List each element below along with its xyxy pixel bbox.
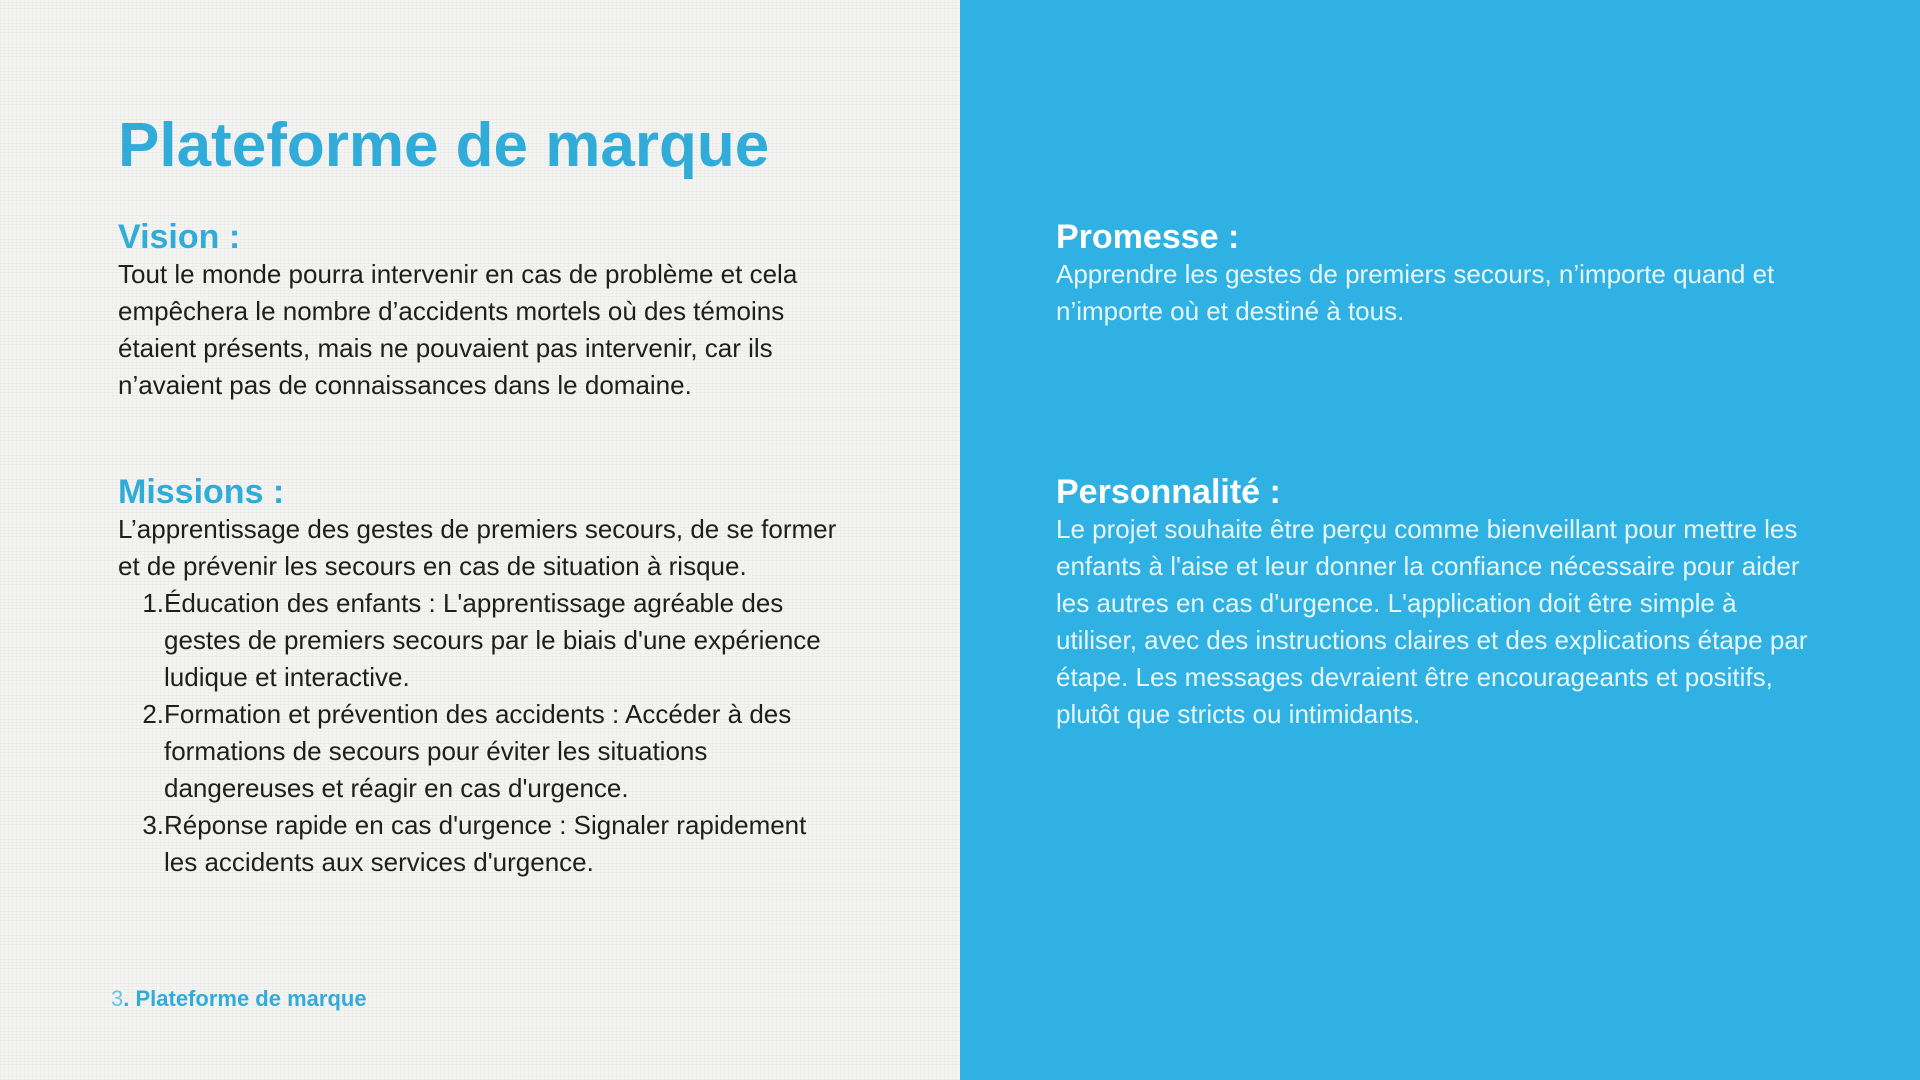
list-item [118, 585, 838, 696]
promesse-body: Apprendre les gestes de premiers secours, n’importe quand et n’importe où et destiné à tous. [1056, 259, 1775, 326]
list-item-number: 3. [142, 810, 164, 840]
footer-label: . Plateforme de marque [123, 986, 367, 1011]
list-item [118, 807, 838, 881]
list-item-text: Formation et prévention des accidents : Accéder à des formations de secours pour éviter les situations dangereuses et réagir en cas d'urgence. [164, 699, 792, 803]
page-title: Plateforme de marque [118, 111, 770, 180]
list-item [118, 696, 838, 807]
list-item-text: Réponse rapide en cas d'urgence : Signaler rapidement les accidents aux services d'urgence. [164, 810, 807, 877]
missions-heading: Missions : [118, 473, 285, 511]
list-item-number: 2. [142, 699, 164, 729]
personnalite-body: Le projet souhaite être perçu comme bienveillant pour mettre les enfants à l'aise et leur donner la confiance nécessaire pour aider les autres en cas d'urgence. L'application doit être simple à utiliser, avec des instructions claires et des explications étape par étape. Les messages devraient être encourageants et positifs, plutôt que stricts ou intimidants. [1056, 514, 1808, 729]
missions-body: L’apprentissage des gestes de premiers secours, de se former et de prévenir les secours en cas de situation à risque. [118, 514, 837, 581]
list-item-text: Éducation des enfants : L'apprentissage agréable des gestes de premiers secours par le biais d'une expérience ludique et interactive. [164, 588, 821, 692]
vision-body: Tout le monde pourra intervenir en cas de problème et cela empêchera le nombre d’accidents mortels où des témoins étaient présents, mais ne pouvaient pas intervenir, car ils n’avaient pas de connaissances dans le domaine. [118, 259, 798, 400]
personnalite-heading: Personnalité : [1056, 473, 1281, 511]
vision-section [118, 218, 838, 404]
footer [111, 985, 367, 1013]
right-panel [960, 0, 1920, 1080]
list-item-number: 1. [142, 588, 164, 618]
promesse-section [1056, 218, 1776, 330]
vision-heading: Vision : [118, 218, 241, 256]
personnalite-section [1056, 473, 1816, 733]
missions-list [118, 585, 838, 881]
missions-section [118, 473, 838, 881]
promesse-heading: Promesse : [1056, 218, 1240, 256]
footer-page-number: 3 [111, 986, 124, 1011]
